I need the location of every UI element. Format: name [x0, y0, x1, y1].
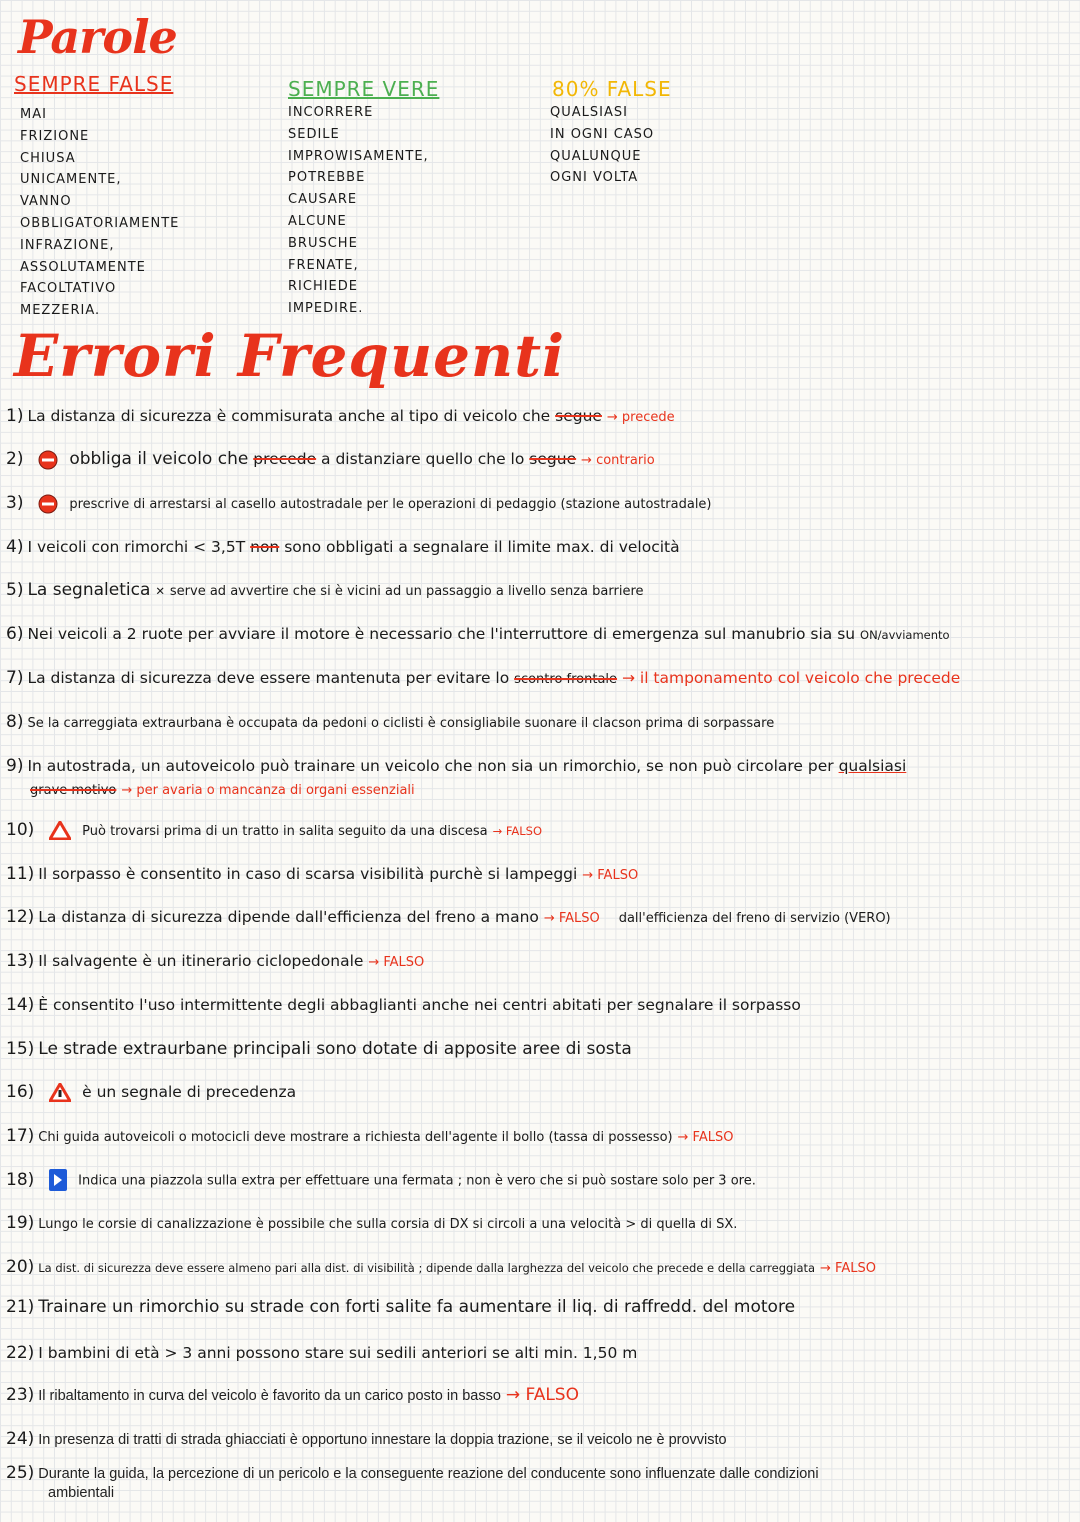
- word-list-item: IMPEDIRE.: [288, 301, 364, 317]
- word-list-item: IMPROWISAMENTE,: [288, 148, 429, 164]
- word-list-item: SEDILE: [288, 126, 340, 142]
- error-row-5: 5) La segnaletica ✕ serve ad avvertire che si è vicini ad un passaggio a livello senza barriere: [6, 580, 644, 600]
- precedence-triangle-icon: [49, 1083, 71, 1102]
- word-list-item: RICHIEDE: [288, 279, 358, 295]
- word-list-item: FRIZIONE: [20, 128, 90, 144]
- error-row-4: 4) I veicoli con rimorchi < 3,5T non sono obbligati a segnalare il limite max. di velocità: [6, 537, 680, 557]
- error-row-13: 13) Il salvagente è un itinerario ciclopedonale → FALSO: [6, 951, 425, 971]
- word-list-item: OBBLIGATORIAMENTE: [20, 215, 180, 231]
- error-row-8: 8) Se la carreggiata extraurbana è occupata da pedoni o ciclisti è consigliabile suonare il clacson prima di sorpassare: [6, 712, 775, 732]
- heading-80-false: 80% FALSE: [552, 77, 672, 101]
- error-row-20: 20) La dist. di sicurezza deve essere almeno pari alla dist. di visibilità ; dipende dalla larghezza del veicolo che precede e della carreggiata → FALSO: [6, 1257, 876, 1277]
- parking-bay-sign-icon: [49, 1169, 67, 1191]
- error-row-24: 24) In presenza di tratti di strada ghiacciati è opportuno innestare la doppia trazione, se il veicolo ne è provvisto: [6, 1429, 727, 1449]
- word-list-item: VANNO: [20, 194, 72, 210]
- no-entry-sign-icon: [38, 450, 58, 470]
- level-crossing-symbol-icon: ✕: [155, 584, 165, 598]
- error-row-25: 25) Durante la guida, la percezione di un pericolo e la conseguente reazione del conducente sono influenzate dalle condizioni: [6, 1463, 819, 1483]
- list-80-false: [550, 102, 654, 189]
- list-sempre-vere: [288, 102, 429, 320]
- word-list-item: FACOLTATIVO: [20, 281, 117, 297]
- word-list-item: POTREBBE: [288, 170, 366, 186]
- stop-customs-sign-icon: [38, 494, 58, 514]
- warning-triangle-icon: [49, 821, 71, 840]
- error-row-9-continued: grave motivo → per avaria o mancanza di organi essenziali: [30, 783, 415, 798]
- error-row-14: 14) È consentito l'uso intermittente degli abbaglianti anche nei centri abitati per segnalare il sorpasso: [6, 995, 801, 1015]
- word-list-item: UNICAMENTE,: [20, 172, 122, 188]
- word-list-item: IN OGNI CASO: [550, 126, 655, 142]
- heading-sempre-vere: SEMPRE VERE: [288, 77, 440, 101]
- word-list-item: INFRAZIONE,: [20, 237, 115, 253]
- error-row-2: 2) obbliga il veicolo che precede a distanziare quello che lo segue → contrario: [6, 449, 655, 469]
- error-row-12: 12) La distanza di sicurezza dipende dall'efficienza del freno a mano → FALSO dall'efficienza del freno di servizio (VERO): [6, 907, 891, 927]
- error-row-3: 3) prescrive di arrestarsi al casello autostradale per le operazioni di pedaggio (stazione autostradale): [6, 493, 712, 513]
- error-row-22: 22) I bambini di età > 3 anni possono stare sui sedili anteriori se alti min. 1,50 m: [6, 1343, 638, 1363]
- error-row-7: 7) La distanza di sicurezza deve essere mantenuta per evitare lo scontro frontale → il tamponamento col veicolo che precede: [6, 668, 961, 688]
- error-row-16: 16) è un segnale di precedenza: [6, 1082, 297, 1102]
- error-row-23: 23) Il ribaltamento in curva del veicolo è favorito da un carico posto in basso → FALSO: [6, 1385, 579, 1405]
- error-row-21: 21) Trainare un rimorchio su strade con forti salite fa aumentare il liq. di raffredd. del motore: [6, 1297, 796, 1317]
- error-row-17: 17) Chi guida autoveicoli o motocicli deve mostrare a richiesta dell'agente il bollo (tassa di possesso) → FALSO: [6, 1126, 734, 1146]
- word-list-item: QUALUNQUE: [550, 148, 642, 164]
- word-list-item: MEZZERIA.: [20, 303, 101, 319]
- error-row-10: 10) Può trovarsi prima di un tratto in salita seguito da una discesa → FALSO: [6, 820, 543, 840]
- title-parole: Parole: [18, 10, 177, 64]
- word-list-item: MAI: [20, 107, 47, 122]
- word-list-item: ALCUNE: [288, 213, 347, 229]
- error-row-11: 11) Il sorpasso è consentito in caso di scarsa visibilità purchè si lampeggi → FALSO: [6, 864, 639, 884]
- word-list-item: INCORRERE: [288, 105, 374, 120]
- heading-sempre-false: SEMPRE FALSE: [14, 72, 174, 96]
- word-list-item: CHIUSA: [20, 150, 76, 166]
- error-row-18: 18) Indica una piazzola sulla extra per effettuare una fermata ; non è vero che si può sostare solo per 3 ore.: [6, 1169, 756, 1190]
- error-row-1: 1) La distanza di sicurezza è commisurata anche al tipo di veicolo che segue → precede: [6, 406, 675, 426]
- error-row-19: 19) Lungo le corsie di canalizzazione è possibile che sulla corsia di DX si circoli a una velocità > di quella di SX.: [6, 1213, 738, 1233]
- list-sempre-false: [20, 104, 179, 322]
- word-list-item: OGNI VOLTA: [550, 170, 639, 186]
- error-row-6: 6) Nei veicoli a 2 ruote per avviare il motore è necessario che l'interruttore di emergenza sul manubrio sia su ON/avviamento: [6, 624, 950, 644]
- word-list-item: ASSOLUTAMENTE: [20, 259, 146, 275]
- word-list-item: CAUSARE: [288, 192, 358, 208]
- title-errori-frequenti: Errori Frequenti: [14, 322, 566, 390]
- error-row-25-continued: ambientali: [48, 1485, 115, 1501]
- error-row-15: 15) Le strade extraurbane principali sono dotate di apposite aree di sosta: [6, 1039, 632, 1059]
- word-list-item: FRENATE,: [288, 257, 359, 273]
- word-list-item: QUALSIASI: [550, 105, 628, 120]
- word-list-item: BRUSCHE: [288, 235, 358, 251]
- error-row-9: 9) In autostrada, un autoveicolo può trainare un veicolo che non sia un rimorchio, se non può circolare per qualsiasi: [6, 756, 907, 776]
